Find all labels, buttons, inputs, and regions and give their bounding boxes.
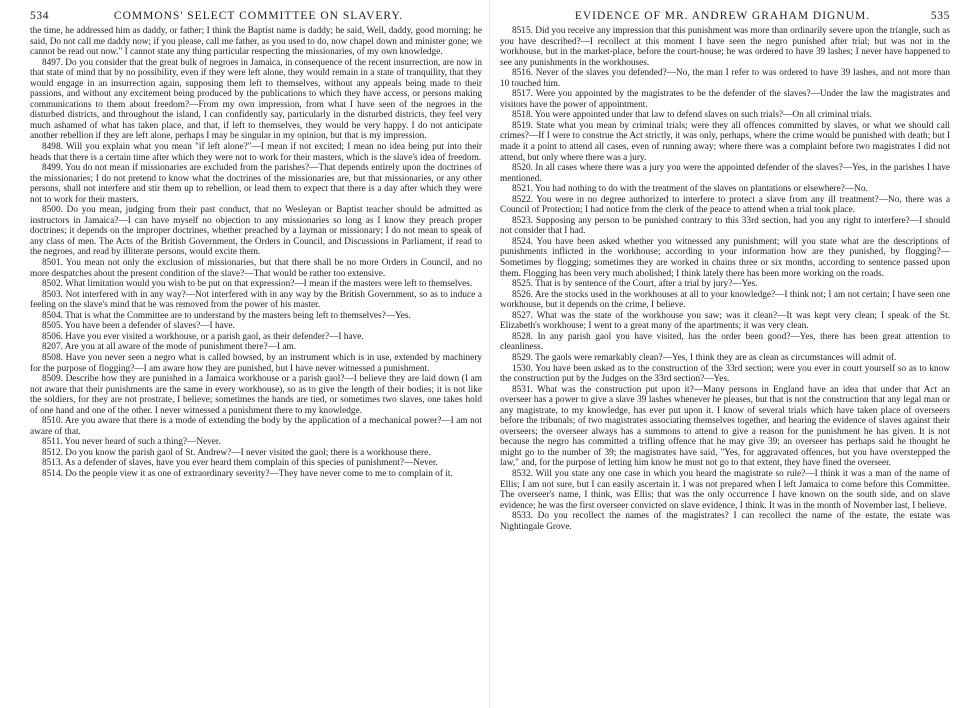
paragraph: 8528. In any parish gaol you have visited, has the order been good?—Yes, there has been great attention to cleanliness.	[500, 331, 950, 353]
paragraph: 8509. Describe how they are punished in a Jamaica workhouse or a parish gaol?—I believe they are laid down (I am not aware that their punishments are the same in every workhouse), so as to give the length of their bodies; it is not like the soldiers, for they are not prostrate, I believe; sometimes the hands are tied, or sometimes two slaves, one takes hold of one hand and one of the other. I never witnessed a punishment there to my knowledge.	[30, 374, 482, 416]
paragraph: 8501. You mean not only the exclusion of missionaries, but that there shall be no more Orders in Council, and no more despatches about the present condition of the slave?—That would be rather too extensive.	[30, 258, 482, 279]
paragraph: 8512. Do you know the parish gaol of St. Andrew?—I never visited the gaol; there is a workhouse there.	[42, 447, 431, 458]
paragraph: 8522. You were in no degree authorized to interfere to protect a slave from any ill treatment?—No, there was a Council of Protection; I had notice from the clerk of the peace to attend when a trial took place.	[500, 194, 950, 216]
paragraph: 8521. You had nothing to do with the treatment of the slaves on plantations or elsewhere?—No.	[512, 184, 868, 195]
right-page-header	[500, 0, 950, 22]
right-page-body	[500, 26, 950, 532]
paragraph: 8519. State what you mean by criminal trials; were they all offences committed by slaves, or what we should call crimes?—If I were to construe the Act strictly, it was only, perhaps, where the crime would be punished with death; but I made it a point to attend all cases, even of running away; where there was a complaint before two magistrates I did not attend, but only where there was a jury.	[500, 120, 950, 163]
paragraph: 8532. Will you state any one case in which you heard the magistrate so rule?—I think it was a man of the name of Ellis; I am not sure, but I can easily ascertain it. I was not prepared when I left Jamaica to come before this Committee. The overseer's name, I think, was Ellis; that was the only occurrence I have known on the south side, and on slave evidence; he was the first overseer convicted on slave evidence, I think. It was in the month of November last, I believe.	[500, 468, 950, 511]
paragraph: 8526. Are the stocks used in the workhouses at all to your knowledge?—I think not; I am not certain; I have seen one workhouse, but it depends on the crime, I believe.	[500, 289, 950, 311]
paragraph: 8524. You have been asked whether you witnessed any punishment; will you state what are the descriptions of punishments inflicted in the workhouse; according to your information how are they punished, by flogging?—Sometimes by flogging; sometimes they are worked in chains three or six months, according to sentence passed upon them. Flogging has been very much abolished; I think lately there has been more working on the roads.	[500, 236, 950, 279]
paragraph: 8506. Have you ever visited a workhouse, or a parish gaol, as their defender?—I have.	[42, 331, 364, 342]
right-page	[490, 0, 980, 708]
paragraph: 1530. You have been asked as to the construction of the 33rd section; were you ever in court yourself so as to know the construction put by the Judges on the 33rd section?—Yes.	[500, 363, 950, 385]
paragraph: 8513. As a defender of slaves, have you ever heard them complain of this species of punishment?—Never.	[42, 458, 438, 469]
paragraph: 8504. That is what the Committee are to understand by the masters being left to themselves?—Yes.	[42, 310, 411, 321]
paragraph: 8505. You have been a defender of slaves?—I have.	[42, 321, 235, 332]
paragraph: 8207. Are you at all aware of the mode of punishment there?—I am.	[42, 342, 297, 353]
left-page-header	[30, 0, 482, 22]
paragraph: 8517. Were you appointed by the magistrates to be the defender of the slaves?—Under the law the magistrates and visitors have the power of appointment.	[500, 89, 950, 110]
paragraph: 8514. Do the people view it as one of extraordinary severity?—They have never come to me to complain of it.	[42, 468, 453, 479]
paragraph: 8508. Have you never seen a negro what is called bowsed, by an instrument which is in use, extended by machinery for the purpose of flogging?—I am aware how they are punished, but I have never witnessed a punishment.	[30, 352, 482, 374]
paragraph: 8511. You never heard of such a thing?—Never.	[42, 437, 221, 448]
paragraph: 8499. You do not mean if missionaries are excluded from the parishes?—That depends entirely upon the doctrines of the missionaries; I do not pretend to know what the doctrines of the missionaries are, but that missionaries, or any other persons, shall not interfere and stir them up to rebellion, or lead them to expect that there is a day after which they were not to work for their masters.	[30, 163, 482, 205]
paragraph: 8510. Are you aware that there is a mode of extending the body by the application of a mechanical power?—I am not aware of that.	[30, 416, 482, 437]
left-page-number: 534	[30, 10, 50, 22]
left-running-title: COMMONS' SELECT COMMITTEE ON SLAVERY.	[113, 10, 404, 22]
paragraph: 8533. Do you recollect the names of the magistrates? I can recollect the name of the estate, the estate was Nightingale Grove.	[500, 511, 950, 532]
paragraph: 8523. Supposing any person to be punished contrary to this 33rd section, had you any right to interfere?—I should not consider that I had.	[500, 215, 950, 237]
right-running-title: EVIDENCE OF MR. ANDREW GRAHAM DIGNUM.	[574, 10, 871, 22]
left-page-body	[30, 26, 482, 480]
paragraph: 8516. Never of the slaves you defended?—No, the man I refer to was ordered to have 39 lashes, and not more than 10 touched him.	[500, 68, 950, 89]
paragraph: 8527. What was the state of the workhouse you saw; was it clean?—It was kept very clean; I speak of the St. Elizabeth's workhouse; I went to a great many of the apartments; it was very clean.	[500, 310, 950, 332]
paragraph: 8497. Do you consider that the great bulk of negroes in Jamaica, in consequence of the recent insurrection, are now in that state of mind that by no possibility, even if they were left alone, they would remain in a state of tranquility, that they would engage in an insurrection again, supposing them left to themselves, without any appeals being made to their passions, and without any excitement being produced by the publications to which they have access, or persons making communications to them about freedom?—From my own impression, from what I have seen of the negroes in the disturbed districts, and throughout the island, I can confidently say, particularly in the disturbed districts, they feel very much ashamed of what has taken place, and that, if left to themselves, they would be very happy. I do not anticipate another rebellion if they are left alone, perhaps I may be singular in my opinion, but that is my impression.	[30, 57, 482, 142]
paragraph: 8518. You were appointed under that law to defend slaves on such trials?—On all criminal trials.	[512, 110, 872, 121]
right-page-number: 535	[930, 10, 950, 22]
paragraph: 8531. What was the construction put upon it?—Many persons in England have an idea that under that Act an overseer has a power to give a slave 39 lashes whenever he pleases, but that is not the construction that any legal man or any magistrate, to my knowledge, has ever put upon it. I know of several trials which have taken place of overseers before the tribunals; of two magistrates associating themselves together, and hearing the evidence of slaves against their overseers; the overseer always has a summons to attend to give a reason for the punishment he has given. It is not because the negro has committed a trifling offence that he may give 39; an overseer has perhaps said he thought he might go to the number of 39; the magistrates have said, "Yes, for aggravated offences, but you have overstepped the law," and, for the purpose of letting him know he must not go to that extent, they have fined the overseer.	[500, 384, 950, 469]
paragraph: 8525. That is by sentence of the Court, after a trial by jury?—Yes.	[512, 279, 758, 290]
paragraph: 8515. Did you receive any impression that this punishment was more than ordinarily severe upon the triangle, such as you have described?—I recollect at this moment I have seen the negro punished after trial; but was not in the workhouse, but in the market-place, before the court-house; he was ordered to have 39 lashes; I never have happened to see any punishments in the workhouses.	[500, 26, 950, 68]
paragraph: 8520. In all cases where there was a jury you were the appointed defender of the slaves?—Yes, in the parishes I have mentioned.	[500, 163, 950, 184]
paragraph: 8503. Not interfered with in any way?—Not interfered with in any way by the British Government, so as to induce a feeling on the slave's mind that he was removed from the power of his master.	[30, 289, 482, 311]
paragraph: 8500. Do you mean, judging from their past conduct, that no Wesleyan or Baptist teacher should be admitted as instructors in Jamaica?—I can have myself no objection to any missionaries so long as I know they preach proper doctrines; it depends on the improper doctrines, whether preached by a layman or missionary; I do not mean to speak of any class of men. The Acts of the British Government, the Orders in Council, and Discussions in Parliament, if read to the negroes, and read by illiterate persons, would excite them.	[30, 205, 482, 258]
paragraph: the time, he addressed him as daddy, or father; I think the Baptist name is daddy; he said, Well, daddy, good morning; he said, Do not call me daddy now; if you please, call me father, as you used to do, now chapel down and minister gone; we cannot be read out now." I cannot state any thing particular respecting the missionaries, of my own knowledge.	[30, 26, 482, 58]
paragraph: 8502. What limitation would you wish to be put on that expression?—I mean if the masters were left to themselves.	[42, 279, 473, 290]
paragraph: 8498. Will you explain what you mean "if left alone?"—I mean if not excited; I mean no idea being put into their heads that there is a certain time after which they were not to work for their masters, which is the slave's idea of freedom.	[30, 142, 482, 163]
paragraph: 8529. The gaols were remarkably clean?—Yes, I think they are as clean as circumstances will admit of.	[512, 352, 897, 363]
